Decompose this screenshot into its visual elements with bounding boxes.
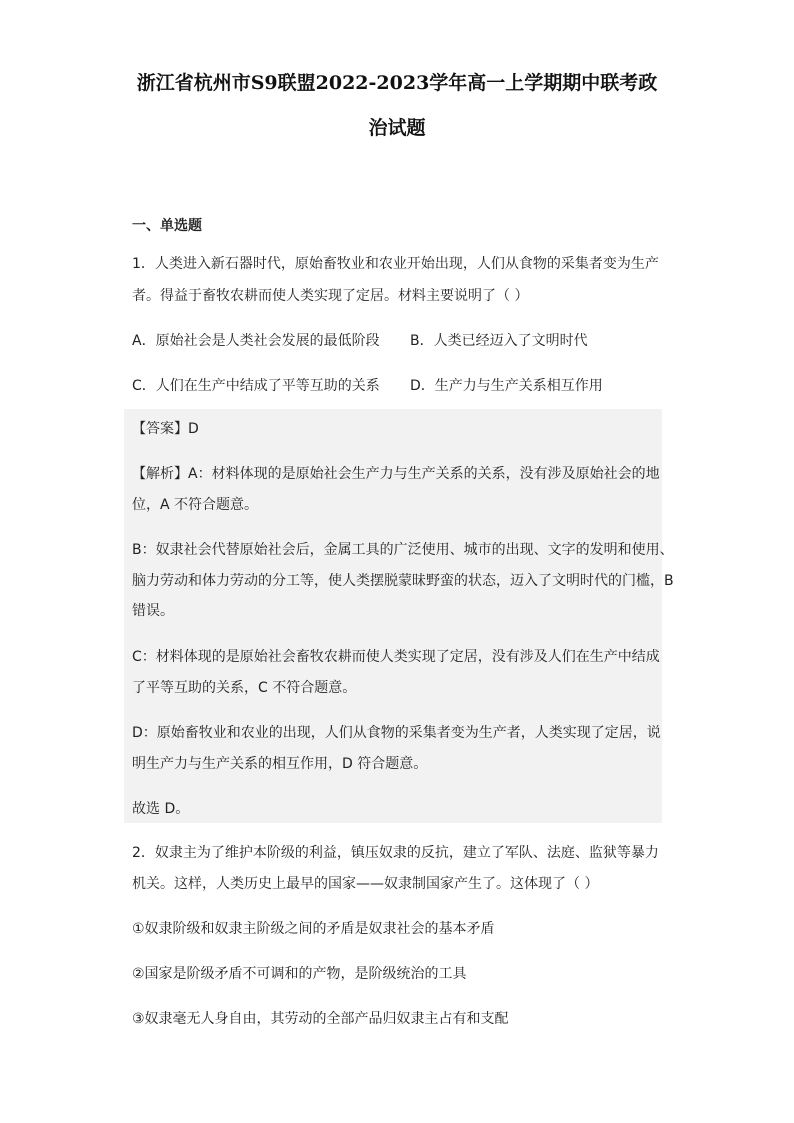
q2-stem-line1: 2．奴隶主为了维护本阶级的利益，镇压奴隶的反抗，建立了军队、法庭、监狱等暴力 bbox=[132, 845, 659, 861]
q2-item-1: ①奴隶阶级和奴隶主阶级之间的矛盾是奴隶社会的基本矛盾 bbox=[132, 921, 495, 937]
document-title-line1: 浙江省杭州市S9联盟2022-2023学年高一上学期期中联考政 bbox=[136, 72, 658, 94]
q1-option-a: A．原始社会是人类社会发展的最低阶段 bbox=[132, 333, 380, 349]
q1-analysis-b-line1: B：奴隶社会代替原始社会后，金属工具的广泛使用、城市的出现、文字的发明和使用、 bbox=[132, 542, 674, 558]
q1-analysis-b-line2: 脑力劳动和体力劳动的分工等，使人类摆脱蒙昧野蛮的状态，迈入了文明时代的门槛，B bbox=[132, 573, 674, 589]
q2-item-3: ③奴隶毫无人身自由，其劳动的全部产品归奴隶主占有和支配 bbox=[132, 1011, 509, 1027]
q1-stem-line1: 1．人类进入新石器时代，原始畜牧业和农业开始出现，人们从食物的采集者变为生产 bbox=[132, 256, 659, 272]
q2-stem-line2: 机关。这样，人类历史上最早的国家——奴隶制国家产生了。这体现了（ ） bbox=[132, 876, 599, 892]
q1-option-d: D．生产力与生产关系相互作用 bbox=[410, 378, 603, 394]
q1-stem-line2: 者。得益于畜牧农耕而使人类实现了定居。材料主要说明了（ ） bbox=[132, 288, 529, 304]
document-title-line2: 治试题 bbox=[368, 117, 426, 139]
q1-analysis-c-line2: 了平等互助的关系，C 不符合题意。 bbox=[132, 680, 357, 696]
q1-analysis-a-line1: 【解析】A：材料体现的是原始社会生产力与生产关系的关系，没有涉及原始社会的地 bbox=[132, 466, 660, 482]
q1-analysis-a-line2: 位，A 不符合题意。 bbox=[132, 497, 259, 513]
q1-option-c: C．人们在生产中结成了平等互助的关系 bbox=[132, 378, 380, 394]
q1-conclusion: 故选 D。 bbox=[132, 801, 190, 817]
q1-analysis-d-line1: D：原始畜牧业和农业的出现，人们从食物的采集者变为生产者，人类实现了定居，说 bbox=[132, 725, 661, 741]
q2-item-2: ②国家是阶级矛盾不可调和的产物，是阶级统治的工具 bbox=[132, 966, 467, 982]
q1-analysis-b-line3: 错误。 bbox=[132, 603, 174, 619]
section-heading: 一、单选题 bbox=[132, 218, 202, 234]
q1-answer: 【答案】D bbox=[132, 421, 199, 437]
q1-analysis-d-line2: 明生产力与生产关系的相互作用，D 符合题意。 bbox=[132, 756, 428, 772]
q1-option-b: B．人类已经迈入了文明时代 bbox=[410, 333, 588, 349]
q1-analysis-c-line1: C：材料体现的是原始社会畜牧农耕而使人类实现了定居，没有涉及人们在生产中结成 bbox=[132, 649, 660, 665]
